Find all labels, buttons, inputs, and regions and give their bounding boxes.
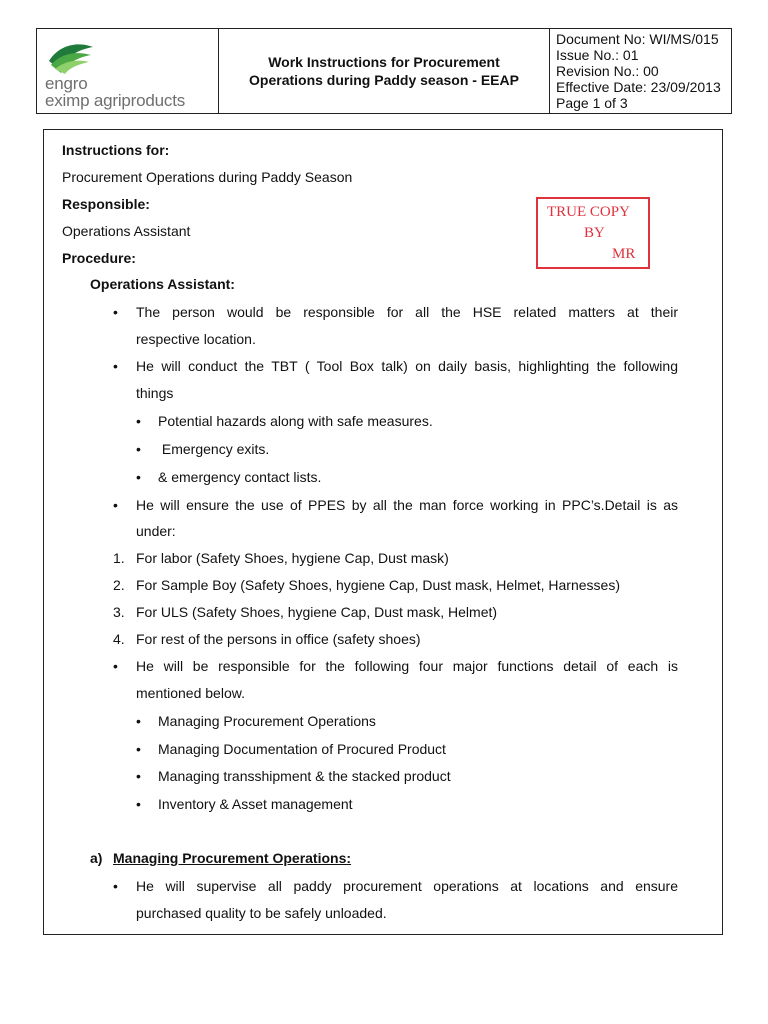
document-title (219, 29, 550, 113)
sub-list-item: & emergency contact lists. (158, 469, 322, 485)
function-item: Managing Documentation of Procured Product (158, 741, 446, 757)
document-number: Document No: WI/MS/015 (556, 31, 719, 47)
bullet-icon: • (136, 713, 141, 729)
functions-line-1: He will be responsible for the following four major functions detail of each is (136, 658, 678, 674)
bullet-icon: • (113, 658, 118, 674)
list-number: 4. (113, 631, 125, 647)
tbt-line-2: things (136, 385, 174, 401)
document-body (43, 129, 723, 935)
bullet-icon: • (113, 497, 118, 513)
sub-list-item: Potential hazards along with safe measures. (158, 413, 433, 429)
bullet-icon: • (136, 441, 141, 457)
hse-responsibility-line-2: respective location. (136, 331, 256, 347)
bullet-icon: • (136, 469, 141, 485)
title-line-2: Operations during Paddy season - EEAP (249, 72, 519, 88)
bullet-icon: • (136, 796, 141, 812)
numbered-item: For Sample Boy (Safety Shoes, hygiene Cap, Dust mask, Helmet, Harnesses) (136, 577, 620, 593)
instructions-text: Procurement Operations during Paddy Season (62, 169, 353, 185)
bullet-icon: • (113, 878, 118, 894)
ppes-line-2: under: (136, 523, 176, 539)
issue-number: Issue No.: 01 (556, 47, 639, 63)
supervise-line-2: purchased quality to be safely unloaded. (136, 905, 387, 921)
bullet-icon: • (113, 358, 118, 374)
bullet-icon: • (136, 413, 141, 429)
sub-list-item: Emergency exits. (158, 441, 270, 457)
ppes-line-1: He will ensure the use of PPES by all the man force working in PPC’s.Detail is as (136, 497, 678, 513)
bullet-icon: • (136, 741, 141, 757)
logo-cell (37, 29, 219, 113)
function-item: Managing transshipment & the stacked product (158, 768, 451, 784)
responsible-text: Operations Assistant (62, 223, 191, 239)
bullet-icon: • (113, 304, 118, 320)
list-number: 1. (113, 550, 125, 566)
logo-text-eximp: eximp agriproducts (45, 91, 186, 110)
true-copy-stamp (536, 197, 650, 269)
instructions-heading: Instructions for: (62, 142, 170, 158)
numbered-item: For rest of the persons in office (safety shoes) (136, 631, 421, 647)
stamp-line-1: TRUE COPY (547, 204, 630, 220)
revision-number: Revision No.: 00 (556, 63, 659, 79)
procedure-heading: Procedure: (62, 250, 136, 266)
document-meta (550, 29, 731, 113)
bullet-icon: • (136, 768, 141, 784)
responsible-heading: Responsible: (62, 196, 150, 212)
supervise-line-1: He will supervise all paddy procurement operations at locations and ensure (136, 878, 678, 894)
function-item: Managing Procurement Operations (158, 713, 376, 729)
stamp-line-3: MR (612, 246, 636, 262)
stamp-line-2: BY (584, 225, 605, 241)
document-header (36, 28, 732, 114)
tbt-line-1: He will conduct the TBT ( Tool Box talk) on daily basis, highlighting the following (136, 358, 678, 374)
numbered-item: For labor (Safety Shoes, hygiene Cap, Dust mask) (136, 550, 449, 566)
logo-text-engro: engro (45, 74, 88, 93)
numbered-item: For ULS (Safety Shoes, hygiene Cap, Dust mask, Helmet) (136, 604, 498, 620)
section-a-label: a) (90, 850, 103, 866)
list-number: 3. (113, 604, 125, 620)
page-number: Page 1 of 3 (556, 95, 628, 111)
effective-date: Effective Date: 23/09/2013 (556, 79, 721, 95)
functions-line-2: mentioned below. (136, 685, 245, 701)
list-number: 2. (113, 577, 125, 593)
engro-leaf-logo-icon (47, 39, 95, 75)
function-item: Inventory & Asset management (158, 796, 353, 812)
hse-responsibility-line-1: The person would be responsible for all the HSE related matters at their (136, 304, 678, 320)
section-a-title: Managing Procurement Operations: (113, 850, 352, 866)
operations-assistant-heading: Operations Assistant: (90, 276, 235, 292)
title-line-1: Work Instructions for Procurement (268, 54, 500, 70)
